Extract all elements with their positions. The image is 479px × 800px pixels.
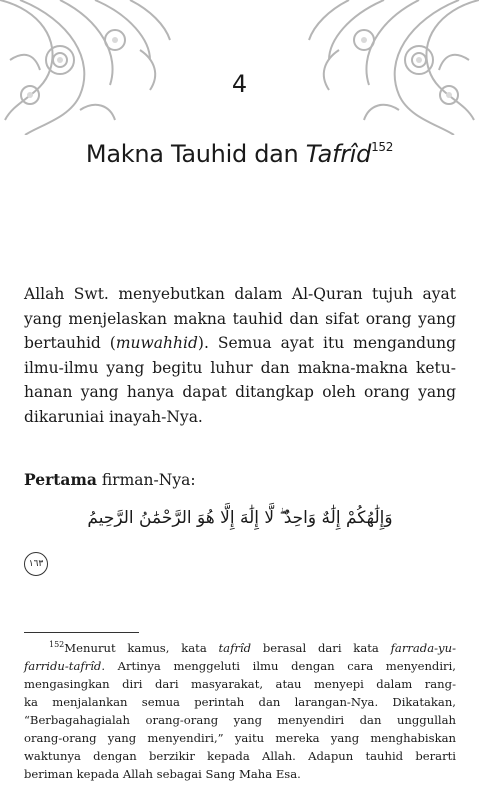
- arabic-verse: وَإِلَٰهُكُمْ إِلَٰهٌ وَاحِدٌ ۖ لَّا إِلَٰهَ إِلَّا هُوَ الرَّحْمَٰنُ الرَّحِيمُ: [87, 508, 393, 528]
- footnote-number: 152: [49, 640, 65, 649]
- footnote-divider: [24, 632, 139, 633]
- paragraph-line: bertauhid (muwahhid). Semua ayat itu mengandung: [24, 334, 456, 352]
- footnote-line: waktunya dengan berzikir kepada Allah. Adapun tauhid berarti: [24, 749, 456, 763]
- intro-paragraph: [24, 282, 456, 429]
- verse-intro: Pertama firman-Nya:: [24, 470, 196, 489]
- chapter-number: 4: [231, 70, 248, 98]
- footnote-line: “Berbagahagialah orang-orang yang menyendiri dan unggullah: [24, 713, 456, 727]
- chapter-title: [0, 140, 479, 168]
- paragraph-line: ilmu-ilmu yang begitu luhur dan makna-makna ketu-: [24, 358, 456, 377]
- paragraph-line: yang menjelaskan makna tauhid dan sifat orang yang: [24, 309, 456, 328]
- paragraph-line: dikaruniai inayah-Nya.: [24, 407, 203, 426]
- footnote-reference[interactable]: 152: [371, 140, 394, 154]
- footnote-line: $^{152}$Menurut kamus, kata tafrîd berasal dari kata farrada-yu-: [49, 640, 456, 655]
- footnote-line: mengasingkan diri dari masyarakat, atau menyepi dalam rang-: [24, 677, 456, 691]
- footnote-line: beriman kepada Allah sebagai Sang Maha Esa.: [24, 767, 301, 781]
- paragraph-line: Allah Swt. menyebutkan dalam Al-Quran tujuh ayat: [24, 285, 456, 303]
- corner-ornament-left: [0, 0, 180, 135]
- chapter-title-italic: Tafrîd: [305, 140, 372, 168]
- term-muwahhid: muwahhid: [115, 334, 198, 352]
- footnote-line: ka menjalankan semua perintah dan larangan-Nya. Dikatakan,: [24, 695, 456, 709]
- paragraph-line: hanan yang hanya dapat ditangkap oleh orang yang: [24, 383, 456, 401]
- chapter-title-main: Makna Tauhid dan: [85, 140, 306, 168]
- verse-intro-label: Pertama: [24, 470, 97, 489]
- footnote-line: farridu-tafrîd. Artinya menggeluti ilmu dengan cara menyendiri,: [24, 659, 456, 673]
- footnote-line: orang-orang yang menyendiri,” yaitu mereka yang menghabiskan: [24, 731, 456, 745]
- verse-number-icon: ١٦٣: [24, 552, 48, 576]
- corner-ornament-right: [299, 0, 479, 135]
- footnote: [24, 636, 456, 783]
